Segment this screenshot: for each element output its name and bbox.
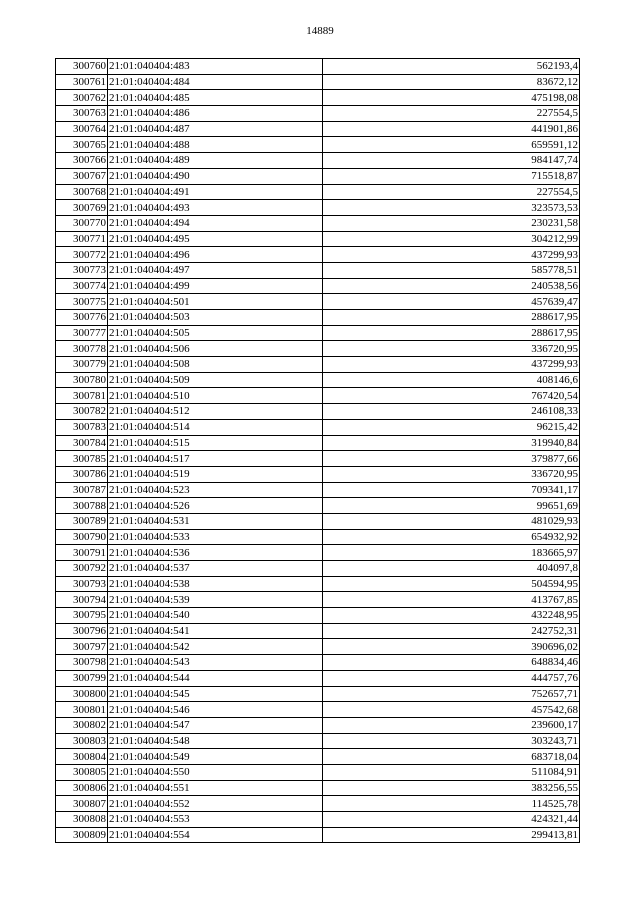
- cadastral-value-cell: 246108,33: [323, 404, 580, 420]
- cadastral-number-cell: 21:01:040404:537: [108, 561, 323, 577]
- cadastral-number-cell: 21:01:040404:508: [108, 357, 323, 373]
- cadastral-value-cell: 683718,04: [323, 749, 580, 765]
- cadastral-number-cell: 21:01:040404:538: [108, 576, 323, 592]
- cadastral-number-cell: 21:01:040404:545: [108, 686, 323, 702]
- table-row: [56, 137, 580, 153]
- cadastral-number-cell: 21:01:040404:484: [108, 74, 323, 90]
- row-number-cell: 300784: [56, 435, 108, 451]
- row-number-cell: 300806: [56, 780, 108, 796]
- cadastral-number-cell: 21:01:040404:510: [108, 388, 323, 404]
- cadastral-value-cell: 404097,8: [323, 561, 580, 577]
- cadastral-value-cell: 304212,99: [323, 231, 580, 247]
- table-row: [56, 200, 580, 216]
- cadastral-value-cell: 457542,68: [323, 702, 580, 718]
- cadastral-number-cell: 21:01:040404:549: [108, 749, 323, 765]
- cadastral-number-cell: 21:01:040404:499: [108, 278, 323, 294]
- cadastral-number-cell: 21:01:040404:543: [108, 655, 323, 671]
- row-number-cell: 300775: [56, 294, 108, 310]
- row-number-cell: 300777: [56, 325, 108, 341]
- table-row: [56, 215, 580, 231]
- table-row: [56, 686, 580, 702]
- cadastral-number-cell: 21:01:040404:506: [108, 341, 323, 357]
- cadastral-value-cell: 767420,54: [323, 388, 580, 404]
- table-row: [56, 764, 580, 780]
- row-number-cell: 300808: [56, 812, 108, 828]
- table-row: [56, 796, 580, 812]
- cadastral-value-cell: 183665,97: [323, 545, 580, 561]
- cadastral-number-cell: 21:01:040404:526: [108, 498, 323, 514]
- row-number-cell: 300801: [56, 702, 108, 718]
- cadastral-value-cell: 323573,53: [323, 200, 580, 216]
- cadastral-number-cell: 21:01:040404:488: [108, 137, 323, 153]
- row-number-cell: 300802: [56, 717, 108, 733]
- table-row: [56, 702, 580, 718]
- table-row: [56, 670, 580, 686]
- cadastral-number-cell: 21:01:040404:547: [108, 717, 323, 733]
- table-row: [56, 576, 580, 592]
- cadastral-value-cell: 83672,12: [323, 74, 580, 90]
- cadastral-number-cell: 21:01:040404:550: [108, 764, 323, 780]
- table-row: [56, 90, 580, 106]
- cadastral-value-cell: 383256,55: [323, 780, 580, 796]
- cadastral-number-cell: 21:01:040404:493: [108, 200, 323, 216]
- table-row: [56, 717, 580, 733]
- row-number-cell: 300783: [56, 419, 108, 435]
- table-row: [56, 513, 580, 529]
- cadastral-value-cell: 752657,71: [323, 686, 580, 702]
- cadastral-value-cell: 444757,76: [323, 670, 580, 686]
- cadastral-number-cell: 21:01:040404:531: [108, 513, 323, 529]
- row-number-cell: 300789: [56, 513, 108, 529]
- table-row: [56, 623, 580, 639]
- cadastral-number-cell: 21:01:040404:509: [108, 372, 323, 388]
- row-number-cell: 300763: [56, 106, 108, 122]
- cadastral-value-cell: 457639,47: [323, 294, 580, 310]
- cadastral-value-cell: 413767,85: [323, 592, 580, 608]
- row-number-cell: 300768: [56, 184, 108, 200]
- table-row: [56, 827, 580, 843]
- cadastral-value-cell: 408146,6: [323, 372, 580, 388]
- row-number-cell: 300774: [56, 278, 108, 294]
- row-number-cell: 300797: [56, 639, 108, 655]
- row-number-cell: 300800: [56, 686, 108, 702]
- row-number-cell: 300803: [56, 733, 108, 749]
- cadastral-value-cell: 654932,92: [323, 529, 580, 545]
- cadastral-number-cell: 21:01:040404:552: [108, 796, 323, 812]
- cadastral-number-cell: 21:01:040404:485: [108, 90, 323, 106]
- table-row: [56, 59, 580, 75]
- cadastral-value-cell: 299413,81: [323, 827, 580, 843]
- cadastral-number-cell: 21:01:040404:496: [108, 247, 323, 263]
- table-row: [56, 529, 580, 545]
- row-number-cell: 300782: [56, 404, 108, 420]
- table-row: [56, 231, 580, 247]
- table-row: [56, 733, 580, 749]
- cadastral-number-cell: 21:01:040404:490: [108, 168, 323, 184]
- row-number-cell: 300760: [56, 59, 108, 75]
- cadastral-value-cell: 562193,4: [323, 59, 580, 75]
- cadastral-value-cell: 511084,91: [323, 764, 580, 780]
- table-row: [56, 74, 580, 90]
- row-number-cell: 300796: [56, 623, 108, 639]
- table-row: [56, 262, 580, 278]
- cadastral-value-cell: 114525,78: [323, 796, 580, 812]
- cadastral-number-cell: 21:01:040404:497: [108, 262, 323, 278]
- cadastral-number-cell: 21:01:040404:491: [108, 184, 323, 200]
- cadastral-number-cell: 21:01:040404:517: [108, 451, 323, 467]
- cadastral-value-cell: 303243,71: [323, 733, 580, 749]
- table-row: [56, 639, 580, 655]
- cadastral-value-cell: 390696,02: [323, 639, 580, 655]
- table-row: [56, 451, 580, 467]
- cadastral-number-cell: 21:01:040404:540: [108, 608, 323, 624]
- cadastral-number-cell: 21:01:040404:523: [108, 482, 323, 498]
- table-row: [56, 592, 580, 608]
- row-number-cell: 300765: [56, 137, 108, 153]
- cadastral-value-cell: 984147,74: [323, 153, 580, 169]
- row-number-cell: 300795: [56, 608, 108, 624]
- table-row: [56, 168, 580, 184]
- cadastral-value-cell: 437299,93: [323, 357, 580, 373]
- row-number-cell: 300773: [56, 262, 108, 278]
- row-number-cell: 300761: [56, 74, 108, 90]
- cadastral-value-cell: 240538,56: [323, 278, 580, 294]
- row-number-cell: 300770: [56, 215, 108, 231]
- cadastral-value-cell: 424321,44: [323, 812, 580, 828]
- table-row: [56, 278, 580, 294]
- table-row: [56, 482, 580, 498]
- cadastral-value-cell: 336720,95: [323, 341, 580, 357]
- row-number-cell: 300798: [56, 655, 108, 671]
- row-number-cell: 300790: [56, 529, 108, 545]
- table-row: [56, 404, 580, 420]
- cadastral-value-cell: 585778,51: [323, 262, 580, 278]
- cadastral-number-cell: 21:01:040404:512: [108, 404, 323, 420]
- cadastral-value-cell: 432248,95: [323, 608, 580, 624]
- row-number-cell: 300805: [56, 764, 108, 780]
- cadastral-number-cell: 21:01:040404:533: [108, 529, 323, 545]
- cadastral-value-cell: 336720,95: [323, 466, 580, 482]
- row-number-cell: 300788: [56, 498, 108, 514]
- row-number-cell: 300794: [56, 592, 108, 608]
- cadastral-value-cell: 709341,17: [323, 482, 580, 498]
- cadastral-number-cell: 21:01:040404:546: [108, 702, 323, 718]
- table-row: [56, 655, 580, 671]
- cadastral-number-cell: 21:01:040404:501: [108, 294, 323, 310]
- table-row: [56, 325, 580, 341]
- cadastral-value-cell: 475198,08: [323, 90, 580, 106]
- table-row: [56, 294, 580, 310]
- row-number-cell: 300793: [56, 576, 108, 592]
- table-row: [56, 545, 580, 561]
- cadastral-number-cell: 21:01:040404:544: [108, 670, 323, 686]
- cadastral-value-cell: 288617,95: [323, 325, 580, 341]
- table-row: [56, 435, 580, 451]
- cadastral-value-cell: 481029,93: [323, 513, 580, 529]
- row-number-cell: 300769: [56, 200, 108, 216]
- table-row: [56, 498, 580, 514]
- row-number-cell: 300780: [56, 372, 108, 388]
- cadastral-number-cell: 21:01:040404:548: [108, 733, 323, 749]
- row-number-cell: 300779: [56, 357, 108, 373]
- table-row: [56, 812, 580, 828]
- table-row: [56, 247, 580, 263]
- row-number-cell: 300785: [56, 451, 108, 467]
- table-row: [56, 121, 580, 137]
- registry-table: [55, 58, 580, 843]
- row-number-cell: 300778: [56, 341, 108, 357]
- cadastral-value-cell: 648834,46: [323, 655, 580, 671]
- table-row: [56, 184, 580, 200]
- row-number-cell: 300799: [56, 670, 108, 686]
- cadastral-number-cell: 21:01:040404:539: [108, 592, 323, 608]
- cadastral-number-cell: 21:01:040404:486: [108, 106, 323, 122]
- table-body: [56, 59, 580, 843]
- table-row: [56, 749, 580, 765]
- cadastral-number-cell: 21:01:040404:494: [108, 215, 323, 231]
- table-row: [56, 341, 580, 357]
- table-row: [56, 357, 580, 373]
- cadastral-value-cell: 319940,84: [323, 435, 580, 451]
- cadastral-number-cell: 21:01:040404:514: [108, 419, 323, 435]
- table-row: [56, 608, 580, 624]
- cadastral-value-cell: 715518,87: [323, 168, 580, 184]
- cadastral-value-cell: 288617,95: [323, 310, 580, 326]
- table-row: [56, 561, 580, 577]
- cadastral-number-cell: 21:01:040404:551: [108, 780, 323, 796]
- row-number-cell: 300766: [56, 153, 108, 169]
- row-number-cell: 300791: [56, 545, 108, 561]
- cadastral-value-cell: 99651,69: [323, 498, 580, 514]
- cadastral-number-cell: 21:01:040404:515: [108, 435, 323, 451]
- row-number-cell: 300807: [56, 796, 108, 812]
- cadastral-value-cell: 96215,42: [323, 419, 580, 435]
- row-number-cell: 300786: [56, 466, 108, 482]
- cadastral-value-cell: 379877,66: [323, 451, 580, 467]
- row-number-cell: 300767: [56, 168, 108, 184]
- row-number-cell: 300787: [56, 482, 108, 498]
- table-row: [56, 372, 580, 388]
- row-number-cell: 300804: [56, 749, 108, 765]
- cadastral-value-cell: 227554,5: [323, 184, 580, 200]
- page-number: 14889: [306, 25, 334, 37]
- cadastral-number-cell: 21:01:040404:553: [108, 812, 323, 828]
- cadastral-number-cell: 21:01:040404:495: [108, 231, 323, 247]
- cadastral-value-cell: 227554,5: [323, 106, 580, 122]
- cadastral-value-cell: 441901,86: [323, 121, 580, 137]
- row-number-cell: 300764: [56, 121, 108, 137]
- table-row: [56, 310, 580, 326]
- cadastral-number-cell: 21:01:040404:483: [108, 59, 323, 75]
- cadastral-value-cell: 242752,31: [323, 623, 580, 639]
- row-number-cell: 300792: [56, 561, 108, 577]
- row-number-cell: 300776: [56, 310, 108, 326]
- row-number-cell: 300771: [56, 231, 108, 247]
- table-row: [56, 106, 580, 122]
- cadastral-number-cell: 21:01:040404:542: [108, 639, 323, 655]
- cadastral-value-cell: 504594,95: [323, 576, 580, 592]
- cadastral-value-cell: 230231,58: [323, 215, 580, 231]
- cadastral-number-cell: 21:01:040404:536: [108, 545, 323, 561]
- row-number-cell: 300781: [56, 388, 108, 404]
- cadastral-number-cell: 21:01:040404:487: [108, 121, 323, 137]
- cadastral-number-cell: 21:01:040404:503: [108, 310, 323, 326]
- table-row: [56, 153, 580, 169]
- cadastral-value-cell: 437299,93: [323, 247, 580, 263]
- row-number-cell: 300809: [56, 827, 108, 843]
- cadastral-number-cell: 21:01:040404:489: [108, 153, 323, 169]
- cadastral-value-cell: 239600,17: [323, 717, 580, 733]
- cadastral-number-cell: 21:01:040404:541: [108, 623, 323, 639]
- cadastral-value-cell: 659591,12: [323, 137, 580, 153]
- cadastral-number-cell: 21:01:040404:505: [108, 325, 323, 341]
- cadastral-number-cell: 21:01:040404:554: [108, 827, 323, 843]
- table-row: [56, 388, 580, 404]
- row-number-cell: 300772: [56, 247, 108, 263]
- cadastral-number-cell: 21:01:040404:519: [108, 466, 323, 482]
- table-row: [56, 466, 580, 482]
- table-row: [56, 419, 580, 435]
- row-number-cell: 300762: [56, 90, 108, 106]
- table-row: [56, 780, 580, 796]
